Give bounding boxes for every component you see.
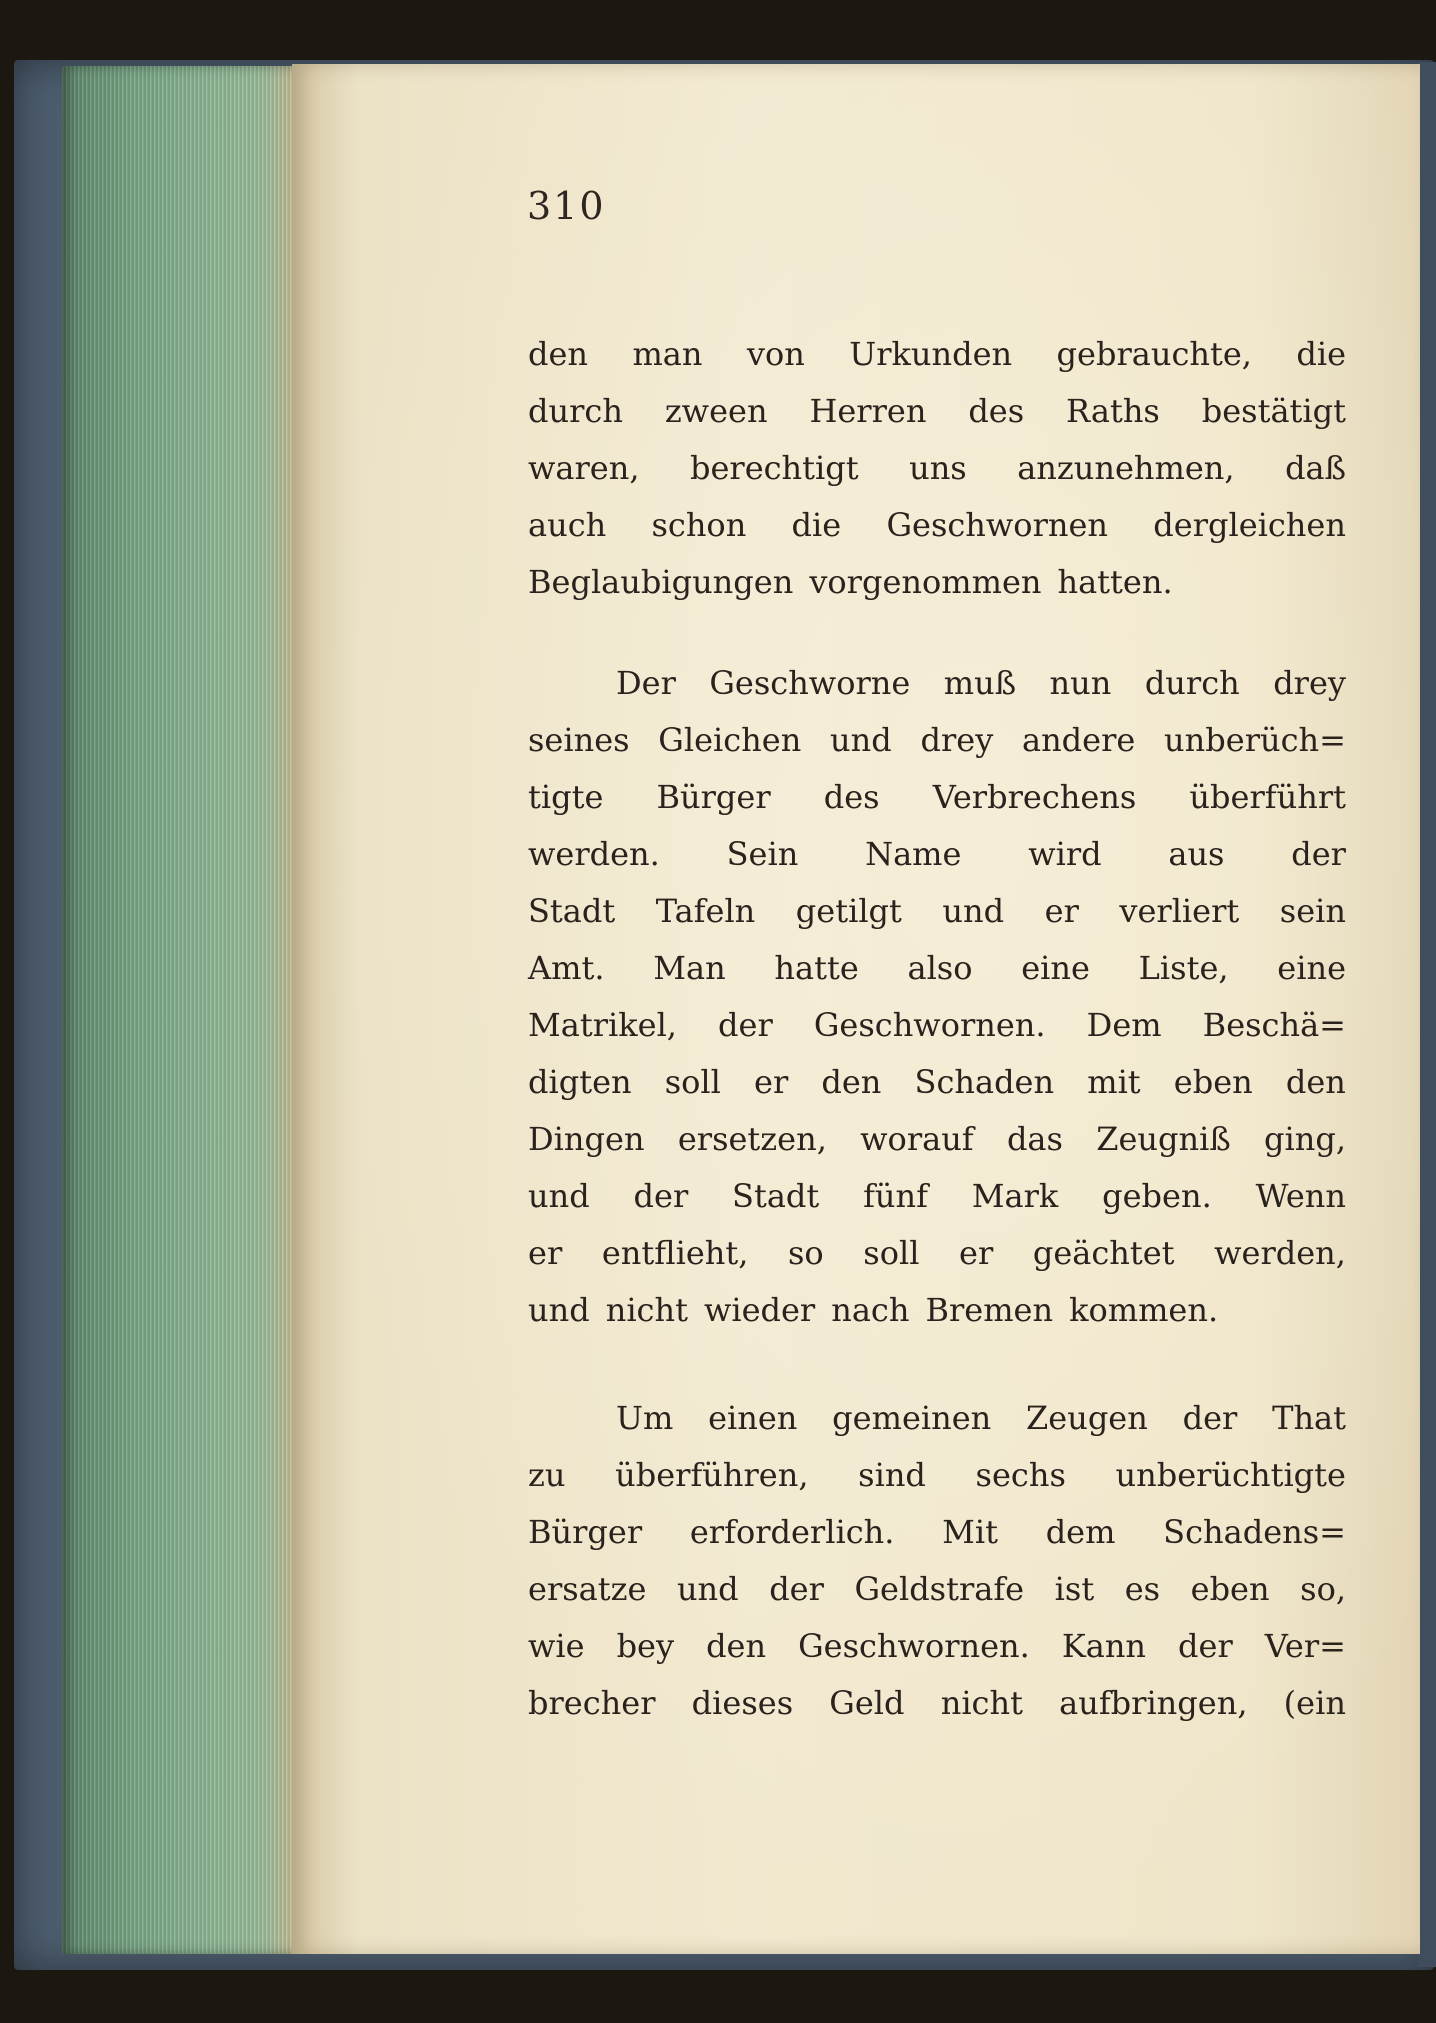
word: Ver=: [1264, 1627, 1346, 1665]
word: Beglaubigungen: [528, 563, 794, 601]
word: durch: [528, 392, 623, 430]
word: ging,: [1264, 1120, 1346, 1158]
word: bey: [616, 1627, 675, 1665]
word: digten: [528, 1063, 632, 1101]
word: eine: [1021, 949, 1090, 987]
word: das: [1006, 1120, 1063, 1158]
word: Herren: [809, 392, 927, 430]
word: drey: [920, 721, 994, 759]
word: aus: [1168, 835, 1225, 873]
word: muß: [943, 664, 1017, 702]
word: schon: [651, 506, 747, 544]
word: Dingen: [528, 1120, 645, 1158]
text-line: [528, 940, 1346, 997]
page-edges: [62, 66, 300, 1954]
text-line: [528, 497, 1346, 554]
word: drey: [1273, 664, 1346, 702]
word: nicht: [605, 1291, 688, 1329]
word: zu: [528, 1456, 566, 1494]
word: wieder: [703, 1291, 816, 1329]
word: der: [1182, 1399, 1238, 1437]
word: nun: [1049, 664, 1112, 702]
word: so,: [1300, 1570, 1346, 1608]
word: soll: [863, 1234, 920, 1272]
word: Tafeln: [655, 892, 756, 930]
word: des: [823, 778, 880, 816]
word: worauf: [860, 1120, 974, 1158]
word: unberüch=: [1164, 721, 1346, 759]
word: mit: [1087, 1063, 1141, 1101]
word: ersatze: [528, 1570, 647, 1608]
word: geächtet: [1032, 1234, 1175, 1272]
word: Raths: [1066, 392, 1160, 430]
word: sein: [1279, 892, 1346, 930]
text-line: [528, 826, 1346, 883]
book-page: [292, 64, 1420, 1954]
word: er: [1044, 892, 1079, 930]
word: aufbringen,: [1059, 1684, 1248, 1722]
word: nach: [831, 1291, 910, 1329]
text-line: [528, 1618, 1346, 1675]
word: Verbrechens: [932, 778, 1137, 816]
word: dergleichen: [1153, 506, 1346, 544]
text-line: [528, 1168, 1346, 1225]
text-line: [528, 1111, 1346, 1168]
word: sind: [858, 1456, 926, 1494]
word: ist: [1054, 1570, 1095, 1608]
text-line: [528, 1675, 1346, 1732]
word: so: [787, 1234, 824, 1272]
word: Beschä=: [1202, 1006, 1346, 1044]
word: Zeugen: [1026, 1399, 1148, 1437]
word: die: [1296, 335, 1346, 373]
page-number: 310: [527, 184, 606, 228]
word: auch: [528, 506, 607, 544]
word: der: [1178, 1627, 1233, 1665]
word: fünf: [863, 1177, 928, 1215]
text-line: [528, 383, 1346, 440]
word: Geschwornen.: [798, 1627, 1030, 1665]
word: der: [769, 1570, 824, 1608]
word: und: [528, 1291, 590, 1329]
text-line: [528, 1561, 1346, 1618]
word: Mit: [942, 1513, 998, 1551]
word: Amt.: [528, 949, 605, 987]
word: man: [632, 335, 703, 373]
word: bestätigt: [1201, 392, 1346, 430]
word: er: [754, 1063, 789, 1101]
word: Wenn: [1255, 1177, 1346, 1215]
word: Bürger: [528, 1513, 643, 1551]
word: Geldstrafe: [854, 1570, 1025, 1608]
word: gebrauchte,: [1056, 335, 1252, 373]
word: berechtigt: [689, 449, 859, 487]
word: Schadens=: [1163, 1513, 1346, 1551]
word: und: [942, 892, 1005, 930]
paragraph-3: [528, 1390, 1346, 1732]
word: Der: [616, 664, 676, 702]
word: uns: [909, 449, 967, 487]
text-line: [528, 554, 1346, 611]
cover-edge-right: [1418, 62, 1436, 1967]
word: (ein: [1283, 1684, 1346, 1722]
word: eben: [1173, 1063, 1253, 1101]
word: es: [1124, 1570, 1161, 1608]
paragraph-1: [528, 326, 1346, 611]
word: und: [528, 1177, 590, 1215]
word: erforderlich.: [689, 1513, 895, 1551]
text-line: [528, 1054, 1346, 1111]
word: getilgt: [795, 892, 902, 930]
word: Geschwornen: [886, 506, 1109, 544]
word: die: [791, 506, 842, 544]
text-line: [528, 997, 1346, 1054]
word: er: [528, 1234, 563, 1272]
word: daß: [1285, 449, 1346, 487]
text-line: [528, 712, 1346, 769]
word: Dem: [1086, 1006, 1162, 1044]
text-line: [528, 1282, 1346, 1339]
word: eben: [1190, 1570, 1270, 1608]
word: wie: [528, 1627, 585, 1665]
word: brecher: [528, 1684, 656, 1722]
word: den: [528, 335, 589, 373]
text-line: [528, 440, 1346, 497]
word: Geschworne: [709, 664, 911, 702]
word: von: [746, 335, 805, 373]
word: Zeugniß: [1096, 1120, 1231, 1158]
word: Stadt: [732, 1177, 820, 1215]
text-line: [528, 769, 1346, 826]
word: des: [968, 392, 1025, 430]
word: soll: [664, 1063, 721, 1101]
word: Name: [865, 835, 962, 873]
word: und: [676, 1570, 739, 1608]
word: unberüchtigte: [1115, 1456, 1346, 1494]
word: durch: [1144, 664, 1240, 702]
word: gemeinen: [832, 1399, 992, 1437]
word: der: [718, 1006, 773, 1044]
word: Man: [653, 949, 726, 987]
word: Liste,: [1138, 949, 1229, 987]
text-line: [528, 326, 1346, 383]
word: Bremen: [925, 1291, 1054, 1329]
word: vorgenommen: [809, 563, 1042, 601]
text-line: [528, 1504, 1346, 1561]
word: andere: [1021, 721, 1136, 759]
text-line: [528, 655, 1346, 712]
word: zween: [664, 392, 768, 430]
word: und: [830, 721, 892, 759]
word: überführt: [1189, 778, 1346, 816]
text-line: [528, 883, 1346, 940]
word: That: [1272, 1399, 1346, 1437]
word: hatten.: [1057, 563, 1173, 601]
word: Geschwornen.: [813, 1006, 1046, 1044]
word: hatte: [774, 949, 859, 987]
word: anzunehmen,: [1017, 449, 1235, 487]
word: wird: [1028, 835, 1102, 873]
word: Sein: [726, 835, 799, 873]
word: einen: [708, 1399, 798, 1437]
word: nicht: [940, 1684, 1023, 1722]
word: der: [1291, 835, 1346, 873]
word: ersetzen,: [677, 1120, 827, 1158]
text-line: [528, 1390, 1346, 1447]
word: werden.: [528, 835, 660, 873]
word: Urkunden: [849, 335, 1013, 373]
word: Bürger: [656, 778, 771, 816]
word: Mark: [971, 1177, 1059, 1215]
word: der: [633, 1177, 689, 1215]
word: Gleichen: [658, 721, 802, 759]
word: den: [706, 1627, 767, 1665]
word: Matrikel,: [528, 1006, 677, 1044]
word: überführen,: [615, 1456, 809, 1494]
word: werden,: [1214, 1234, 1346, 1272]
word: Schaden: [914, 1063, 1055, 1101]
word: dem: [1045, 1513, 1116, 1551]
word: geben.: [1102, 1177, 1212, 1215]
word: eine: [1277, 949, 1346, 987]
word: kommen.: [1069, 1291, 1219, 1329]
word: Stadt: [528, 892, 616, 930]
word: den: [1285, 1063, 1346, 1101]
word: Kann: [1061, 1627, 1147, 1665]
word: seines: [528, 721, 630, 759]
paragraph-2: [528, 655, 1346, 1339]
text-line: [528, 1225, 1346, 1282]
text-line: [528, 1447, 1346, 1504]
word: sechs: [975, 1456, 1066, 1494]
word: waren,: [528, 449, 640, 487]
word: tigte: [528, 778, 604, 816]
word: er: [959, 1234, 994, 1272]
word: den: [821, 1063, 882, 1101]
word: dieses: [691, 1684, 794, 1722]
word: Um: [616, 1399, 674, 1437]
word: Geld: [829, 1684, 905, 1722]
word: entflieht,: [601, 1234, 749, 1272]
word: also: [907, 949, 973, 987]
word: verliert: [1119, 892, 1240, 930]
